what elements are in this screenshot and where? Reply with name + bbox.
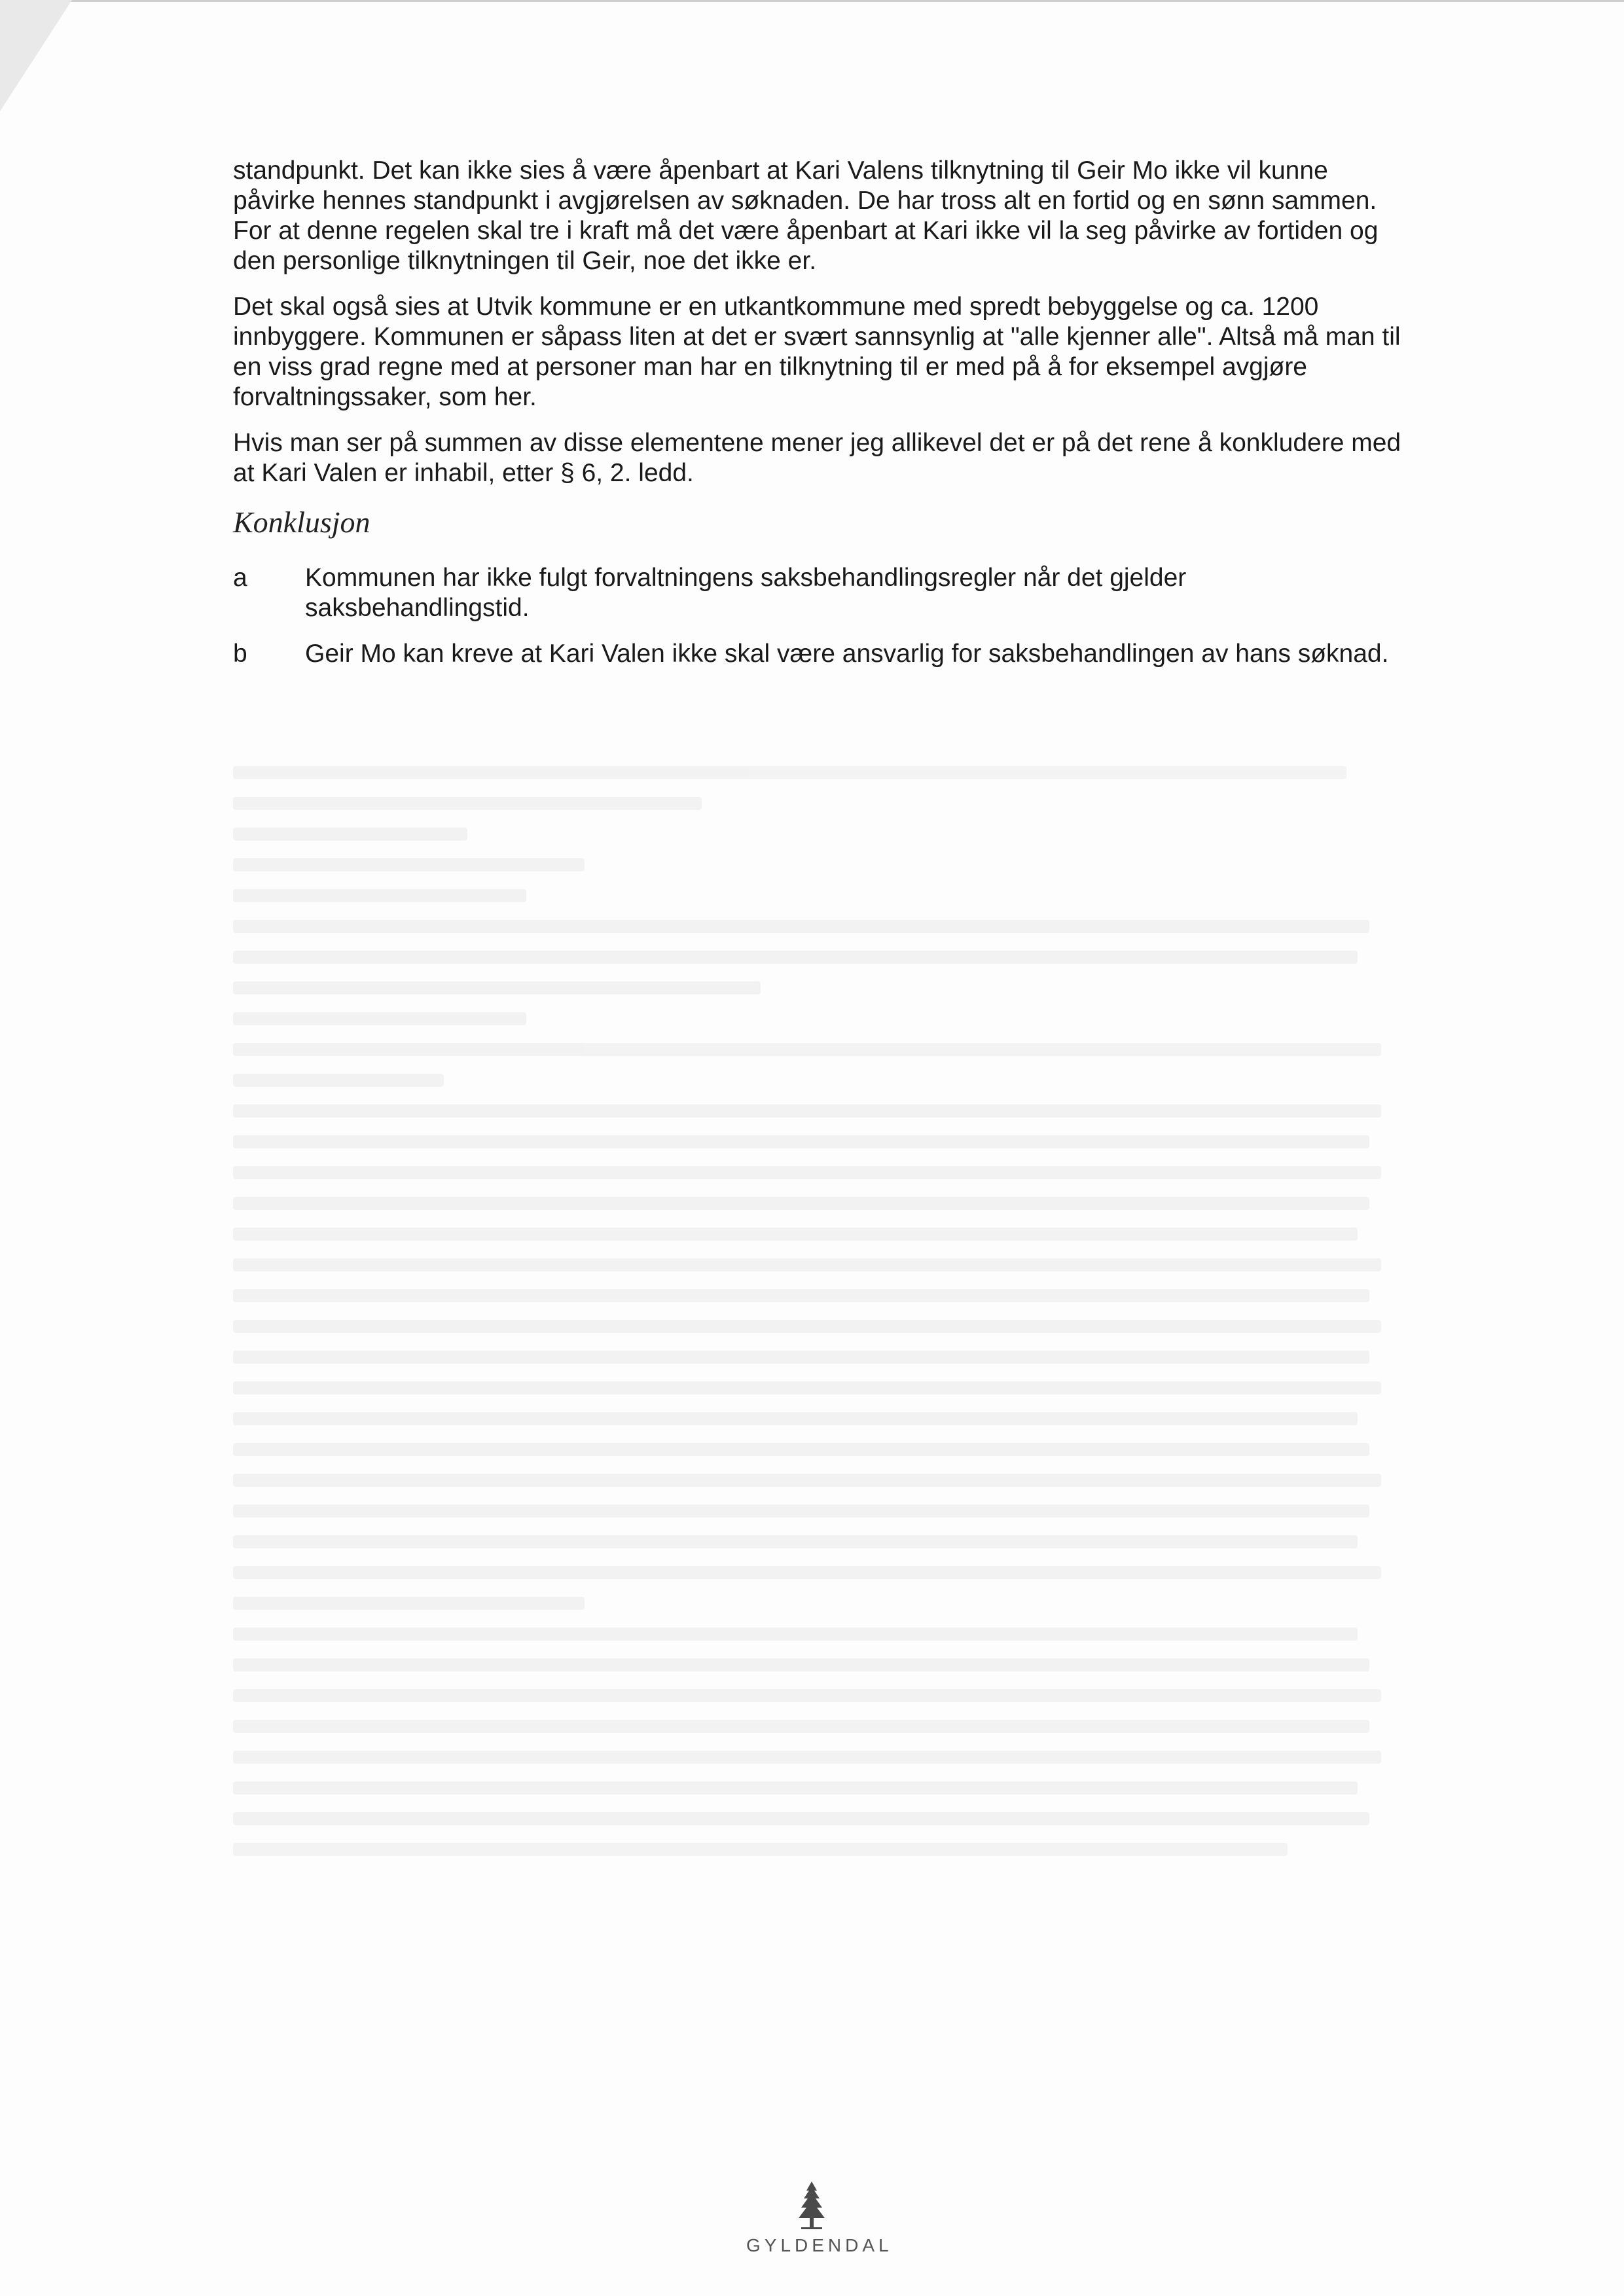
publisher-name: GYLDENDAL: [746, 2235, 893, 2255]
tree-icon: [792, 2180, 831, 2232]
list-item-letter: b: [233, 640, 247, 668]
folded-corner: [0, 0, 72, 111]
document-body: [233, 156, 1405, 685]
show-through-text: [233, 766, 1405, 2010]
section-heading: Konklusjon: [233, 505, 370, 539]
list-item-text: Geir Mo kan kreve at Kari Valen ikke skal være ansvarlig for saksbehandlingen av hans søknad.: [305, 640, 1389, 668]
paragraph-2: Det skal også sies at Utvik kommune er en utkantkommune med spredt bebyggelse og ca. 1200 innbyggere. Kommunen er såpass liten at det er svært sannsynlig at "alle kjenner alle". Altså må man til en viss grad regne med at personer man har en tilknytning til er med på å for eksempel avgjøre forvaltningssaker, som her.: [233, 293, 1401, 411]
page-top-edge: [0, 0, 1624, 2]
publisher-logo: [746, 2180, 893, 2256]
paragraph-1: standpunkt. Det kan ikke sies å være åpenbart at Kari Valens tilknytning til Geir Mo ikke vil kunne påvirke hennes standpunkt i avgjørelsen av søknaden. De har tross alt en fortid og en sønn sammen. For at denne regelen skal tre i kraft må det være åpenbart at Kari ikke vil la seg påvirke av fortiden og den personlige tilknytningen til Geir, noe det ikke er.: [233, 156, 1379, 275]
list-item-text: Kommunen har ikke fulgt forvaltningens saksbehandlingsregler når det gjelder saksbehandlingstid.: [305, 564, 1187, 622]
list-item-letter: a: [233, 564, 247, 592]
paragraph-3: Hvis man ser på summen av disse elementene mener jeg allikevel det er på det rene å konkludere med at Kari Valen er inhabil, etter § 6, 2. ledd.: [233, 429, 1401, 487]
list-item: [233, 639, 1405, 669]
conclusion-list: [233, 563, 1405, 669]
list-item: [233, 563, 1405, 623]
